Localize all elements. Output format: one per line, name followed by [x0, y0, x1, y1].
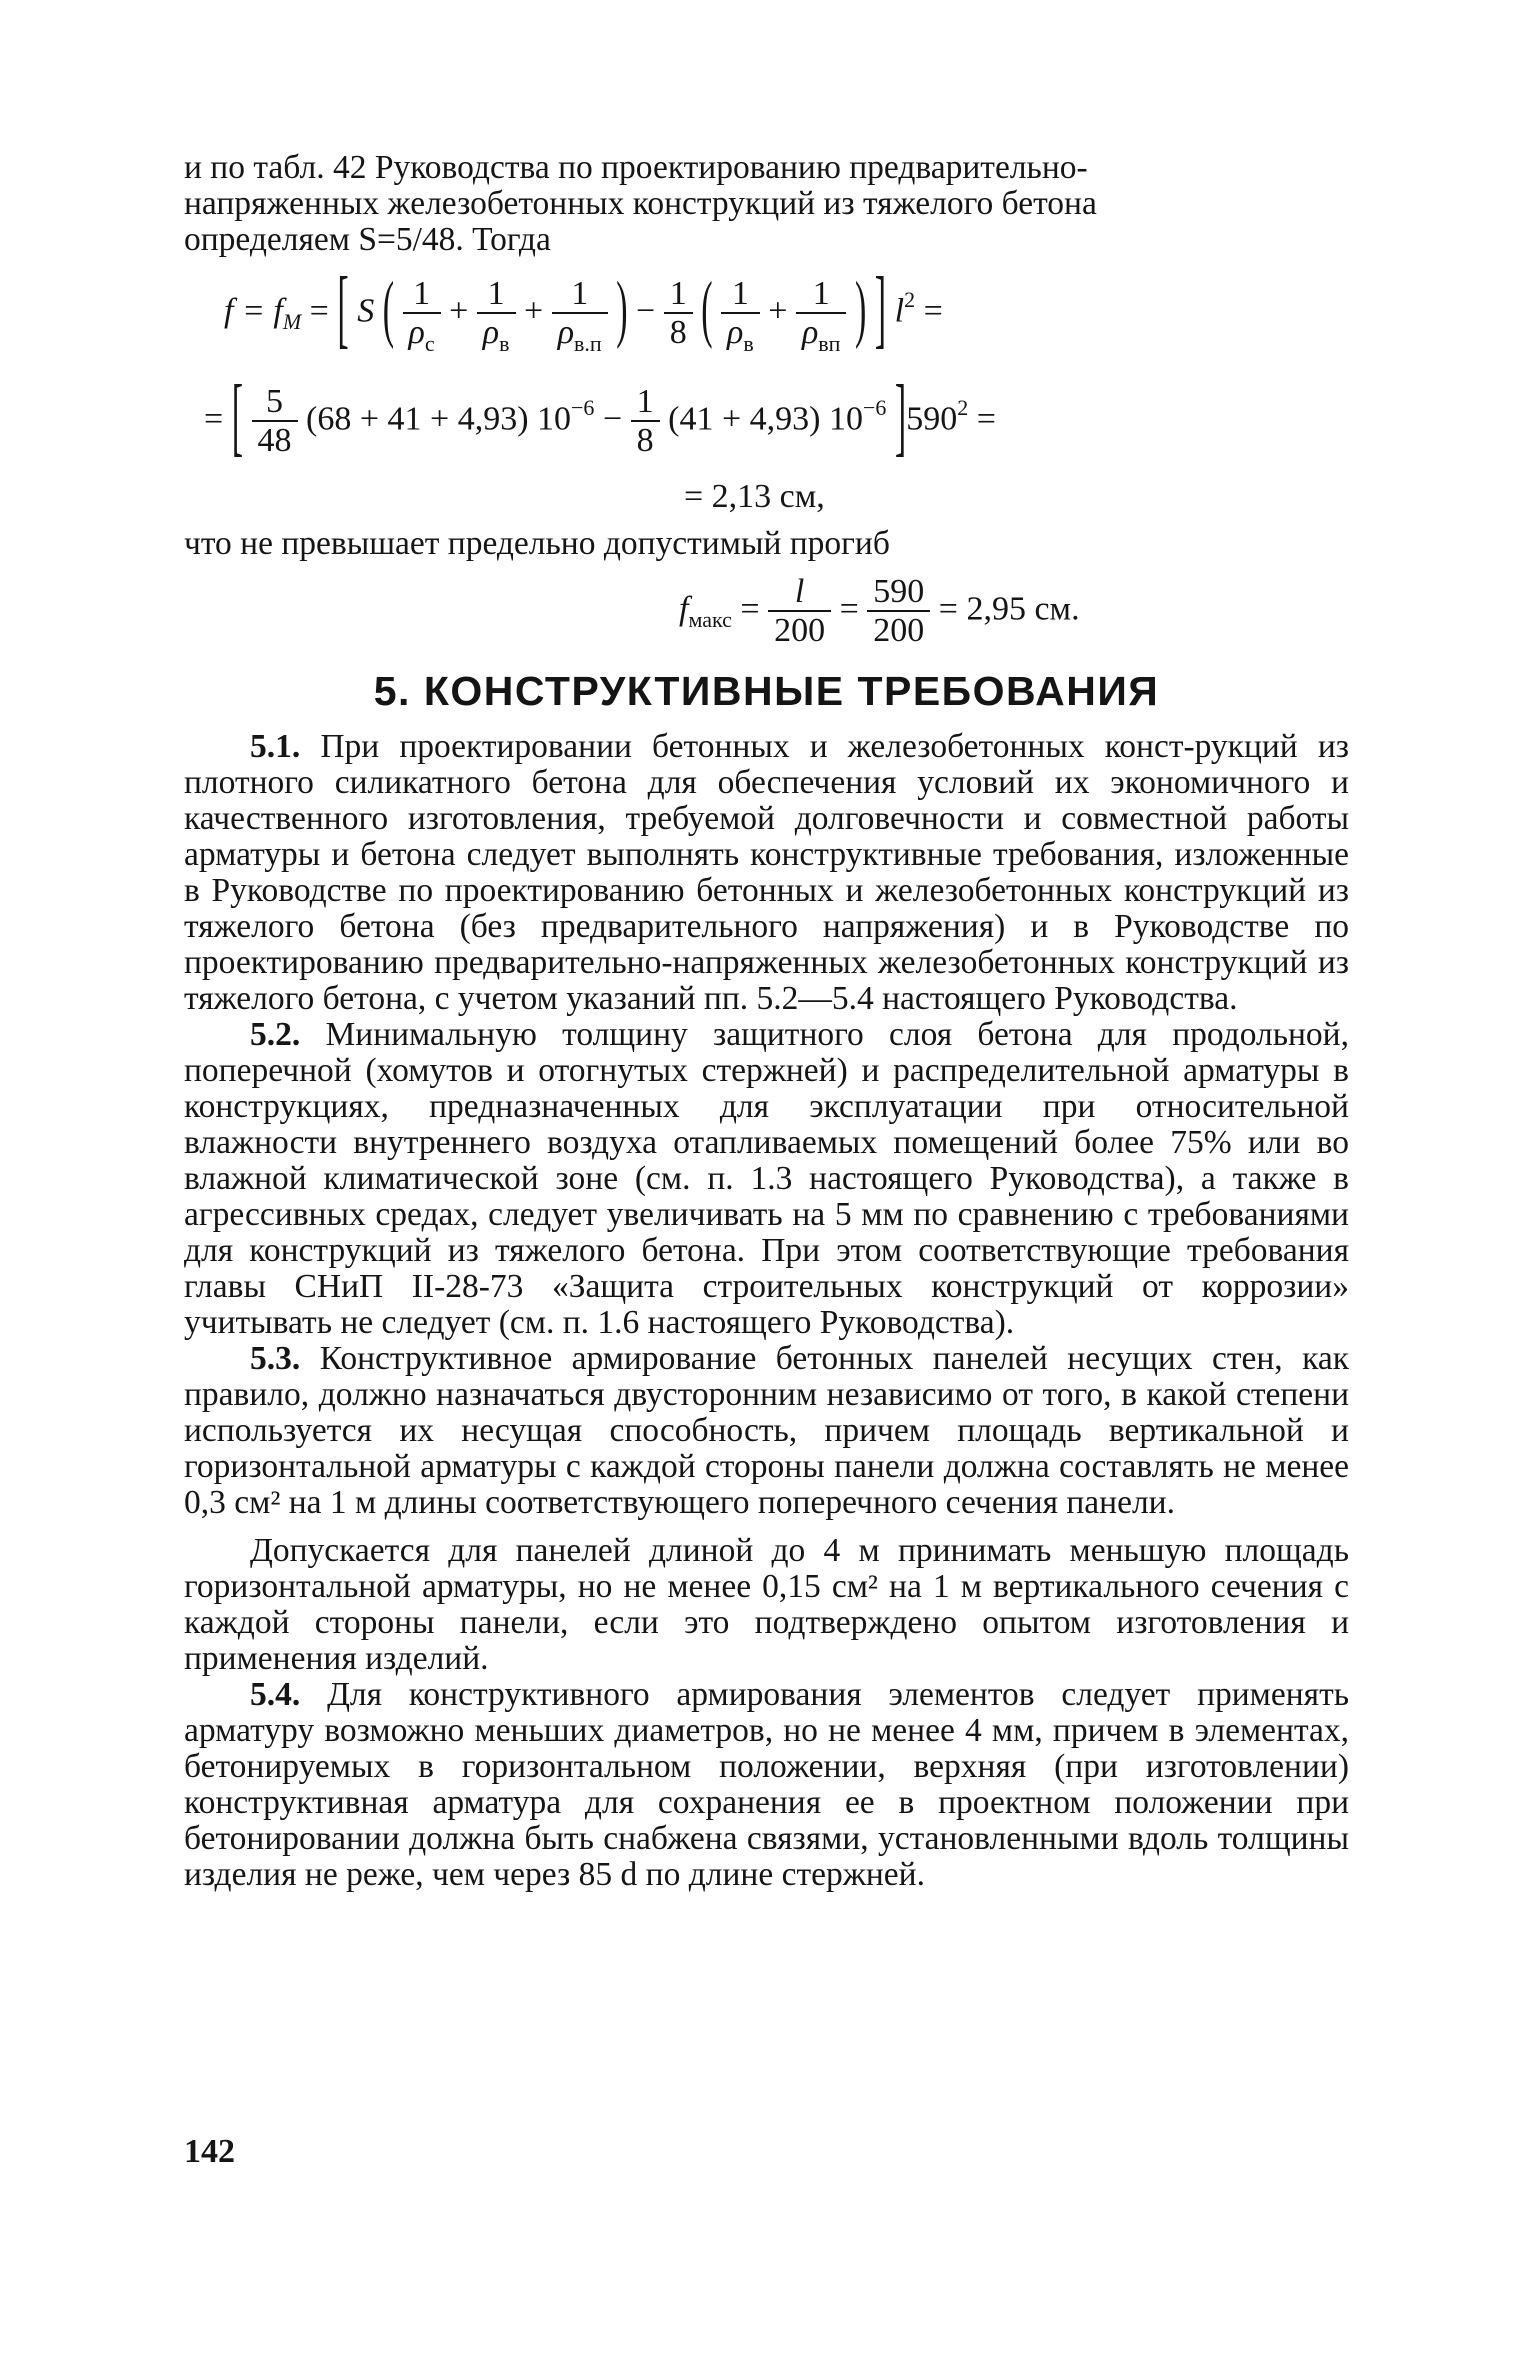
frac-den-rho: ρ — [408, 313, 425, 351]
frac-den-rho: ρ — [801, 313, 819, 351]
formula-1-end-eq: = — [923, 292, 943, 330]
formula-2-row — [204, 369, 996, 467]
section-heading: 5. КОНСТРУКТИВНЫЕ ТРЕБОВАНИЯ — [373, 668, 1160, 714]
frac-590-200 — [867, 574, 930, 649]
formula-4-f-sub: макс — [688, 607, 732, 633]
formula-max-deflection — [184, 562, 1349, 662]
paren-left: ( — [701, 269, 713, 351]
frac-den: 8 — [669, 313, 687, 351]
formula-3-row: = 2,13 см, — [684, 478, 825, 515]
intro-line-2: напряженных железобетонных конструкций из тяжелого бетона — [184, 185, 1097, 222]
paragraph-text: Для конструктивного армирования элементов следует применять арматуру возможно меньших диаметров, но не менее 4 мм, причем в элементах, бетонируемых в горизонтальном положении, верхняя (при изготовлении) конструктивная арматура для сохранения ее в проектном положении при бетонировании должна быть снабжена связями, установленными вдоль толщины изделия не реже, чем через 85 d по длине стержней. — [184, 1676, 1350, 1893]
formula-2-eq: = — [204, 400, 224, 438]
formula-2-exp-2: −6 — [862, 395, 887, 421]
formula-1-l: l — [894, 292, 905, 330]
formula-2-exp-1: −6 — [571, 395, 595, 421]
frac-1-rho-v-2 — [721, 275, 760, 356]
plus-sign: + — [524, 292, 544, 330]
formula-1-eq: = — [309, 292, 329, 330]
bracket-right: ] — [894, 369, 907, 467]
frac-den-rho: ρ — [482, 313, 500, 351]
frac-den-rho: ρ — [557, 313, 575, 351]
paragraph-text: Минимальную толщину защитного слоя бетона для продольной, поперечной (хомутов и отогнутых стержней) и распределительной арматуры в конструкциях, предназначенных для эксплуатации при относительной влажности внутреннего воздуха отапливаемых помещений более 75% или во влажной климатической зоне (см. п. 1.3 настоящего Руководства), а также в агрессивных средах, следует увеличивать на 5 мм по сравнению с требованиями для конструкций из тяжелого бетона. При этом соответствующие требования главы СНиП II-28-73 «Защита строительных конструкций от коррозии» учитывать не следует (см. п. 1.6 настоящего Руководства). — [184, 1016, 1349, 1341]
frac-den-sub: вп — [818, 330, 841, 356]
intro-paragraph — [184, 150, 1349, 258]
paragraph-number: 5.2. — [250, 1016, 301, 1053]
frac-num: 1 — [403, 276, 441, 314]
formula-1-S: S — [357, 292, 375, 330]
frac-1-rho-v — [477, 275, 516, 356]
paragraph-number: 5.4. — [250, 1676, 301, 1713]
frac-1-rho-vp-2 — [796, 275, 847, 356]
paragraph-text: Допускается для панелей длиной до 4 м принимать меньшую площадь горизонтальной арматуры, но не менее 0,15 см² на 1 м вертикального сечения с каждой стороны панели, если это подтверждено опытом изготовления и применения изделий. — [184, 1532, 1349, 1677]
frac-num: 1 — [664, 276, 693, 314]
frac-num: 1 — [477, 276, 516, 314]
text-after-formula: что не превышает предельно допустимый прогиб — [184, 525, 890, 562]
frac-den: 48 — [257, 421, 292, 459]
bracket-left: [ — [231, 369, 244, 467]
formula-2-sum-2: (41 + 4,93) 10 — [668, 400, 863, 438]
frac-1-rho-vp — [552, 275, 608, 356]
paren-left: ( — [382, 269, 395, 351]
formula-result — [184, 474, 1349, 526]
paren-right: ) — [616, 269, 628, 351]
frac-den: 200 — [873, 611, 925, 649]
formula-1-lhs-sub: M — [282, 309, 302, 335]
formula-2-tail-exp: 2 — [957, 395, 969, 421]
paragraph-number: 5.1. — [250, 728, 301, 765]
formula-2-end-eq: = — [976, 400, 996, 438]
frac-1-8 — [664, 276, 693, 351]
frac-num: 1 — [552, 276, 608, 314]
frac-num: 1 — [721, 276, 760, 314]
formula-2-minus: − — [602, 400, 623, 438]
formula-4-eq-2: = — [839, 590, 859, 628]
paragraph-5-2 — [184, 1017, 1349, 1341]
frac-den-sub: в.п — [574, 330, 602, 356]
formula-4-row — [679, 574, 1080, 649]
paragraph-text: Конструктивное армирование бетонных панелей несущих стен, как правило, должно назначаться двусторонним независимо от того, в какой степени используется их несущая способность, причем площадь вертикальной и горизонтальной арматуры с каждой стороны панели должна составлять не менее 0,3 см² на 1 м длины соответствующего поперечного сечения панели. — [184, 1340, 1350, 1521]
formula-1-lhs: f = f — [224, 292, 283, 330]
formula-deflection — [184, 258, 1349, 370]
page-content — [184, 150, 1349, 1893]
frac-num: 5 — [252, 384, 298, 422]
paragraph-5-3-continued — [184, 1533, 1349, 1677]
frac-den-sub: в — [743, 330, 754, 356]
intro-line-3: определяем S=5/48. Тогда — [184, 221, 551, 258]
formula-1-row — [224, 261, 943, 359]
formula-1-l-exp: 2 — [904, 287, 916, 313]
paragraph-text: При проектировании бетонных и железобетонных конст-рукций из плотного силикатного бетона для обеспечения условий их экономичного и качественного изготовления, требуемой долговечности и совместной работы арматуры и бетона следует выполнять конструктивные требования, изложенные в Руководстве по проектированию бетонных и железобетонных конструкций из тяжелого бетона (без предварительного напряжения) и в Руководстве по проектированию предварительно-напряженных железобетонных конструкций из тяжелого бетона, с учетом указаний пп. 5.2—5.4 настоящего Руководства. — [184, 728, 1349, 1017]
frac-den-sub: c — [424, 330, 435, 356]
frac-1-8 — [631, 384, 660, 459]
paren-right: ) — [854, 269, 867, 351]
frac-num: l — [768, 574, 831, 612]
formula-1-minus: − — [636, 292, 656, 330]
frac-1-rho-c — [403, 275, 441, 356]
frac-l-200 — [768, 574, 831, 649]
formula-4-eq-1: = — [740, 590, 760, 628]
frac-5-48 — [252, 384, 298, 459]
frac-num: 1 — [796, 276, 847, 314]
bracket-left: [ — [337, 261, 349, 359]
formula-substitution — [184, 370, 1349, 474]
frac-num: 1 — [631, 384, 660, 422]
frac-den: 200 — [774, 611, 826, 649]
page-number: 142 — [184, 2133, 235, 2170]
paragraph-number: 5.3. — [250, 1340, 301, 1377]
paragraph-5-4 — [184, 1677, 1349, 1893]
plus-sign: + — [449, 292, 469, 330]
paragraph-5-1 — [184, 729, 1349, 1017]
bracket-right: ] — [874, 261, 887, 359]
intro-line-1: и по табл. 42 Руководства по проектированию предварительно- — [184, 149, 1088, 186]
formula-2-sum-1: (68 + 41 + 4,93) 10 — [306, 400, 572, 438]
formula-4-f: f — [679, 590, 689, 628]
formula-2-tail: 590 — [906, 400, 958, 438]
formula-4-result: = 2,95 см. — [938, 590, 1080, 628]
plus-sign: + — [768, 292, 788, 330]
frac-num: 590 — [867, 574, 930, 612]
frac-den-rho: ρ — [727, 313, 744, 351]
frac-den: 8 — [636, 421, 654, 459]
frac-den-sub: в — [499, 330, 510, 356]
paragraph-5-3 — [184, 1341, 1349, 1521]
